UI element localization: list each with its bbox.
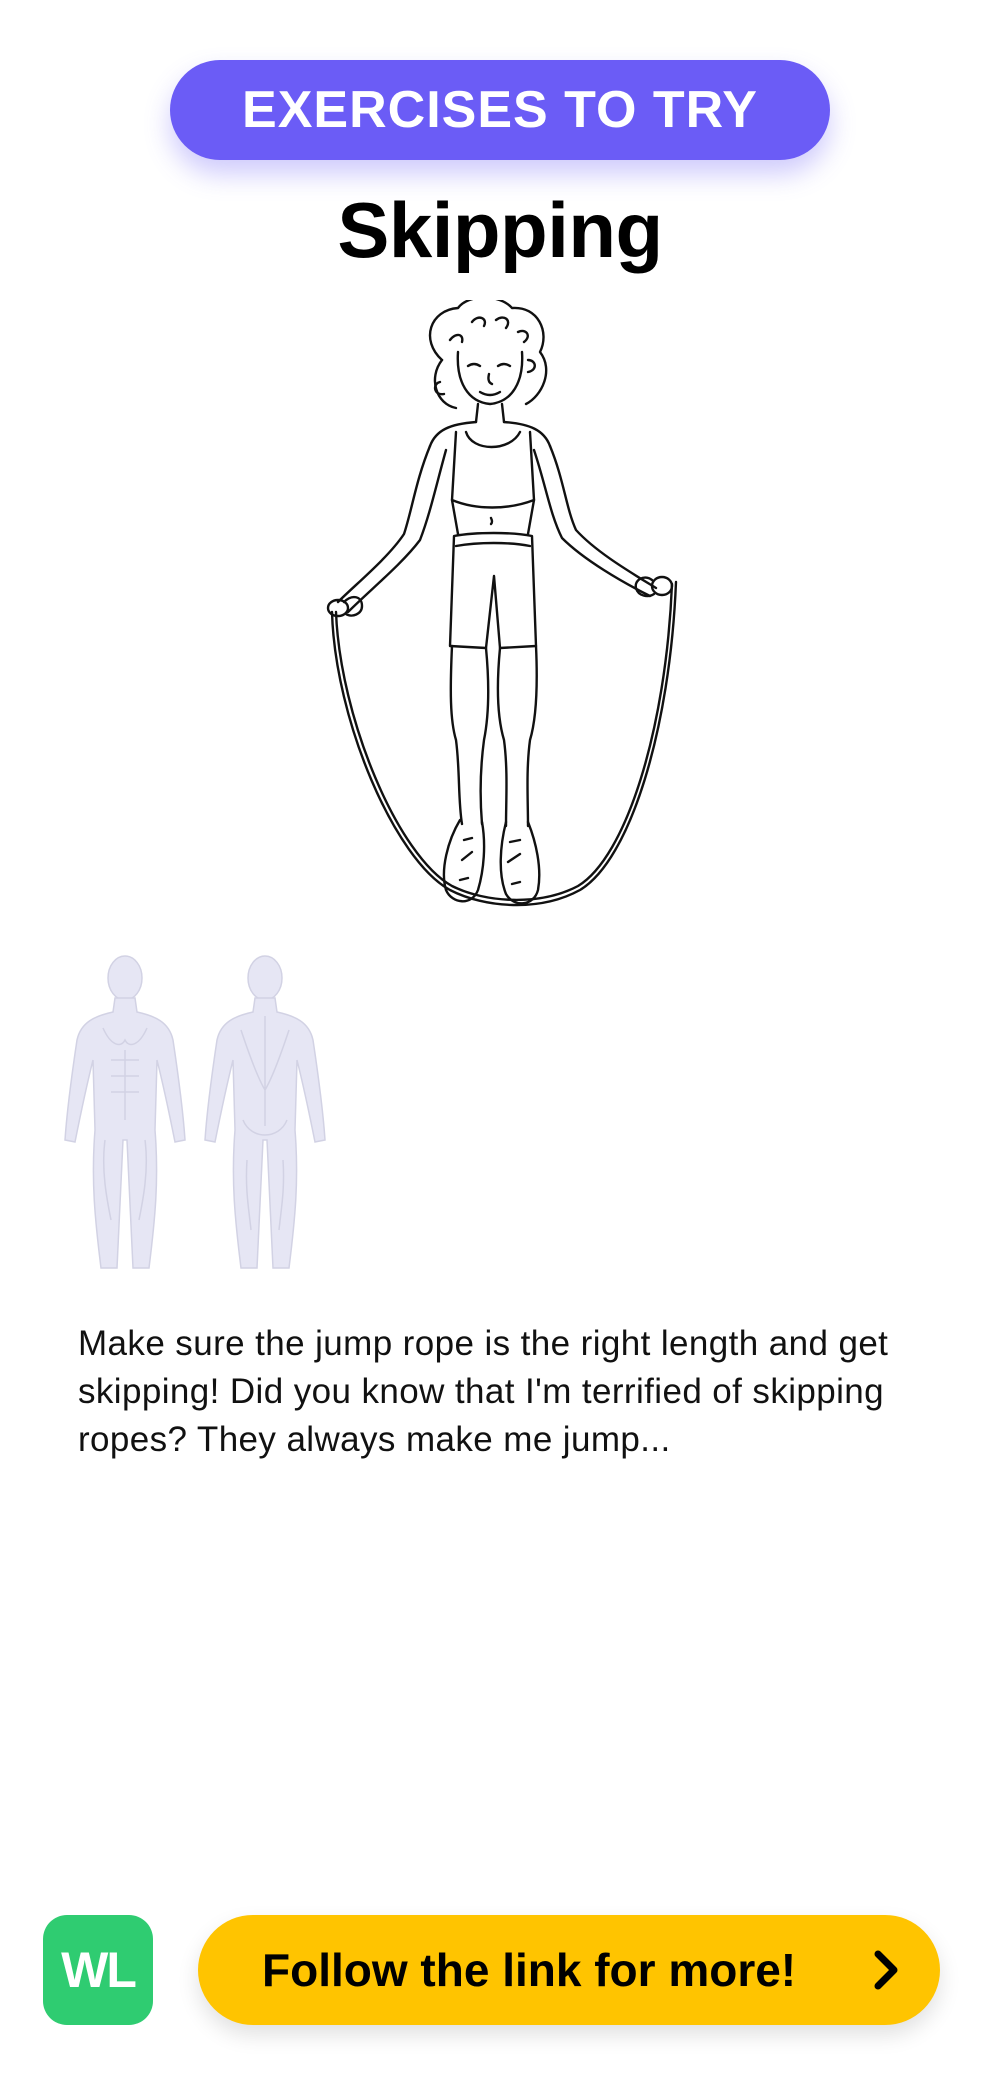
logo-text: WL [61, 1942, 135, 1998]
exercise-description: Make sure the jump rope is the right length and get skipping! Did you know that I'm terrified of skipping ropes? They always make me jump... [78, 1324, 889, 1459]
follow-link-label: Follow the link for more! [262, 1944, 797, 1996]
chevron-right-icon [872, 1948, 900, 1992]
wl-logo-badge[interactable] [43, 1915, 153, 2025]
exercises-header-badge [170, 60, 830, 160]
exercise-title: Skipping [337, 186, 663, 274]
follow-link-button[interactable] [198, 1915, 940, 2025]
person-skipping-rope-illustration [300, 300, 700, 940]
body-muscle-map-icon [55, 950, 335, 1280]
exercises-header-label: EXERCISES TO TRY [242, 81, 758, 139]
